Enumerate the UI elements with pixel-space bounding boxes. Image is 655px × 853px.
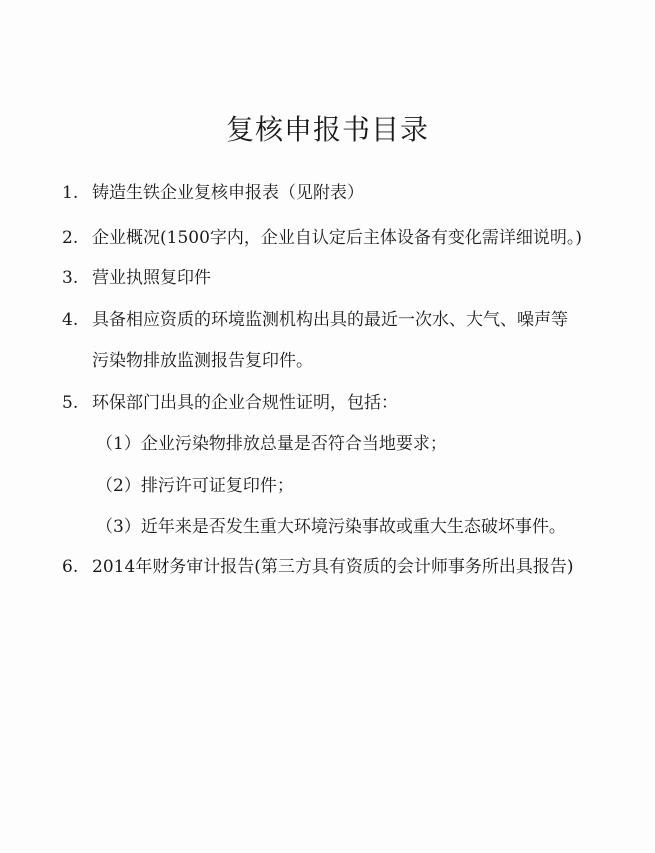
item-number: 2. — [62, 228, 79, 248]
list-item-4-continuation: 污染物排放监测报告复印件。 — [92, 351, 313, 371]
document-title: 复核申报书目录 — [225, 113, 429, 146]
list-item-1 — [62, 182, 364, 204]
list-item-4 — [62, 309, 568, 331]
item-number: 5. — [62, 393, 79, 413]
item-number: 3. — [62, 268, 79, 288]
item-text: 具备相应资质的环境监测机构出具的最近一次水、大气、噪声等 — [92, 310, 568, 330]
sub-item-3: （3）近年来是否发生重大环境污染事故或重大生态破坏事件。 — [96, 517, 566, 537]
item-text: 营业执照复印件 — [92, 268, 211, 288]
item-number: 1. — [62, 183, 79, 203]
list-item-3 — [62, 267, 211, 289]
sub-item-2: （2）排污许可证复印件； — [96, 476, 294, 496]
sub-item-1: （1）企业污染物排放总量是否符合当地要求； — [96, 434, 447, 454]
item-text: 铸造生铁企业复核申报表（见附表） — [92, 183, 364, 203]
list-item-5 — [62, 392, 398, 414]
list-item-6 — [62, 556, 574, 578]
item-text: 企业概况(1500字内，企业自认定后主体设备有变化需详细说明。) — [92, 228, 583, 248]
item-number: 6. — [62, 557, 79, 577]
item-text: 2014年财务审计报告(第三方具有资质的会计师事务所出具报告) — [92, 557, 574, 577]
item-number: 4. — [62, 310, 79, 330]
list-item-2 — [62, 227, 582, 249]
item-text: 环保部门出具的企业合规性证明，包括： — [92, 393, 398, 413]
